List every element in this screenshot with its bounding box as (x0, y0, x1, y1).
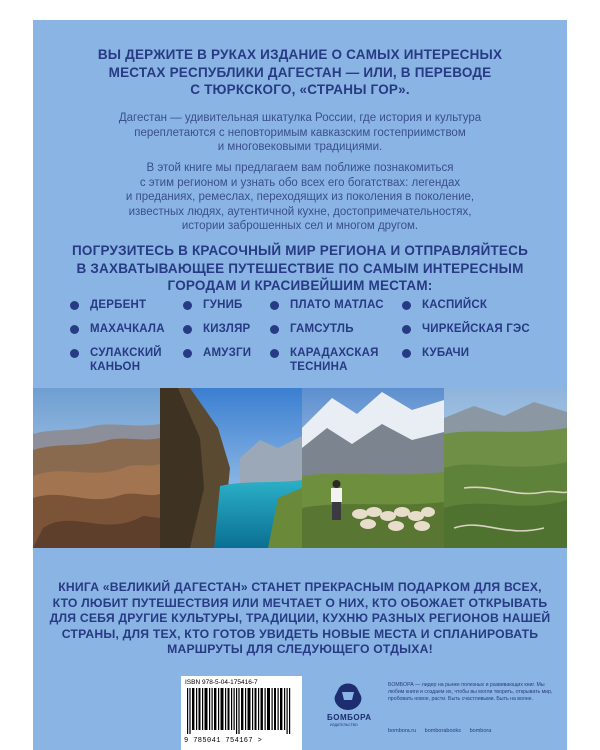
dot-icon (70, 325, 79, 334)
publisher-name: БОМБОРА (327, 713, 372, 722)
publisher-subtitle: ИЗДАТЕЛЬСТВО (330, 723, 358, 727)
outro-line: ДЛЯ СЕБЯ ДРУГИЕ КУЛЬТУРЫ, ТРАДИЦИИ, КУХНЮ РАЗНЫХ РЕГИОНОВ НАШЕЙ (49, 611, 551, 625)
dot-icon (270, 301, 279, 310)
intro-line: С ТЮРКСКОГО, «СТРАНЫ ГОР». (190, 82, 410, 97)
dot-icon (402, 325, 411, 334)
paragraph-line: и многовековыми традициями. (217, 141, 383, 153)
list-item: КАСПИЙСК (422, 298, 487, 312)
paragraph-line: Дагестан — удивительная шкатулка России, где история и культура (118, 112, 482, 124)
photo-valley (444, 388, 567, 548)
photo-lake (160, 388, 302, 548)
lead-line: ПОГРУЗИТЕСЬ В КРАСОЧНЫЙ МИР РЕГИОНА И ОТПРАВЛЯЙТЕСЬ (72, 243, 528, 258)
bombora-logo (317, 682, 379, 732)
paragraph-line: известных людях, аутентичной кухне, достопримечательностях, (128, 205, 472, 218)
list-item: КАРАДАХСКАЯ ТЕСНИНА (290, 346, 379, 374)
list-item: МАХАЧКАЛА (90, 322, 165, 336)
bombora-icon (317, 682, 379, 712)
paragraph-line: истории заброшенных сел и многом другом. (181, 220, 419, 232)
content-paragraph (33, 161, 567, 234)
outro-line: СТРАНЫ, ДЛЯ ТЕХ, КТО ГОТОВ УВИДЕТЬ НОВЫЕ МЕСТА И СПЛАНИРОВАТЬ (61, 626, 539, 641)
dot-icon (70, 349, 79, 358)
list-item: ПЛАТО МАТЛАС (290, 298, 384, 312)
barcode-digits: 9 785041 754167 > (184, 737, 263, 745)
list-item: ДЕРБЕНТ (90, 298, 146, 312)
closing-text (33, 580, 567, 658)
social-links (388, 728, 498, 734)
outro-line: КТО ЛЮБИТ ПУТЕШЕСТВИЯ ИЛИ МЕЧТАЕТ О НИХ, КТО ОБОЖАЕТ ОТКРЫВАТЬ (52, 595, 548, 610)
list-item: ЧИРКЕЙСКАЯ ГЭС (422, 322, 530, 336)
book-back-cover (33, 20, 567, 750)
dot-icon (270, 349, 279, 358)
list-item: ГАМСУТЛЬ (290, 322, 354, 336)
intro-heading (33, 46, 567, 99)
isbn-label: ISBN 978-5-04-175416-7 (185, 679, 258, 686)
photo-strip (33, 388, 567, 548)
dot-icon (70, 301, 79, 310)
dot-icon (183, 349, 192, 358)
paragraph-line: с этим регионом и узнать обо всех его богатствах: легендах (139, 176, 461, 189)
social-link[interactable]: bomborabooks (424, 728, 462, 734)
list-item: КУБАЧИ (422, 346, 469, 360)
barcode-block (181, 676, 302, 750)
outro-line: МАРШРУТЫ ДЛЯ СЛЕДУЮЩЕГО ОТДЫХА! (167, 642, 433, 656)
list-item: ГУНИБ (203, 298, 243, 312)
paragraph-line: В этой книге мы предлагаем вам поближе познакомиться (146, 162, 454, 174)
barcode-icon (187, 688, 295, 734)
lead-line: В ЗАХВАТЫВАЮЩЕЕ ПУТЕШЕСТВИЕ ПО САМЫМ ИНТЕРЕСНЫМ (76, 260, 524, 276)
dot-icon (183, 325, 192, 334)
lead-line: ГОРОДАМ И КРАСИВЕЙШИМ МЕСТАМ: (167, 278, 433, 293)
outro-line: КНИГА «ВЕЛИКИЙ ДАГЕСТАН» СТАНЕТ ПРЕКРАСНЫМ ПОДАРКОМ ДЛЯ ВСЕХ, (58, 580, 542, 594)
list-item: КИЗЛЯР (203, 322, 250, 336)
intro-paragraph (33, 111, 567, 155)
dot-icon (270, 325, 279, 334)
paragraph-line: переплетаются с неповторимым кавказским гостеприимством (134, 126, 466, 139)
publisher-note: БОМБОРА — лидер на рынке полезных и развивающих книг. Мы любим книги и создаем их, чтобы вы могли творить, открывать мир, пробовать новое, расти. Быть счастливыми. Быть на волне. (388, 682, 553, 702)
dot-icon (183, 301, 192, 310)
dot-icon (402, 301, 411, 310)
intro-line: ВЫ ДЕРЖИТЕ В РУКАХ ИЗДАНИЕ О САМЫХ ИНТЕРЕСНЫХ (97, 47, 503, 62)
places-list (33, 298, 567, 378)
paragraph-line: и преданиях, ремеслах, переходящих из поколения в поколение, (125, 191, 475, 203)
photo-canyon (33, 388, 160, 548)
list-item: СУЛАКСКИЙ КАНЬОН (90, 346, 162, 374)
social-link[interactable]: bombora.ru (388, 728, 417, 734)
list-item: АМУЗГИ (203, 346, 251, 360)
photo-mountain-sheep (302, 388, 444, 548)
places-heading (33, 242, 567, 295)
intro-line: МЕСТАХ РЕСПУБЛИКИ ДАГЕСТАН — ИЛИ, В ПЕРЕВОДЕ (108, 64, 492, 80)
dot-icon (402, 349, 411, 358)
social-link[interactable]: bombora (469, 728, 492, 734)
